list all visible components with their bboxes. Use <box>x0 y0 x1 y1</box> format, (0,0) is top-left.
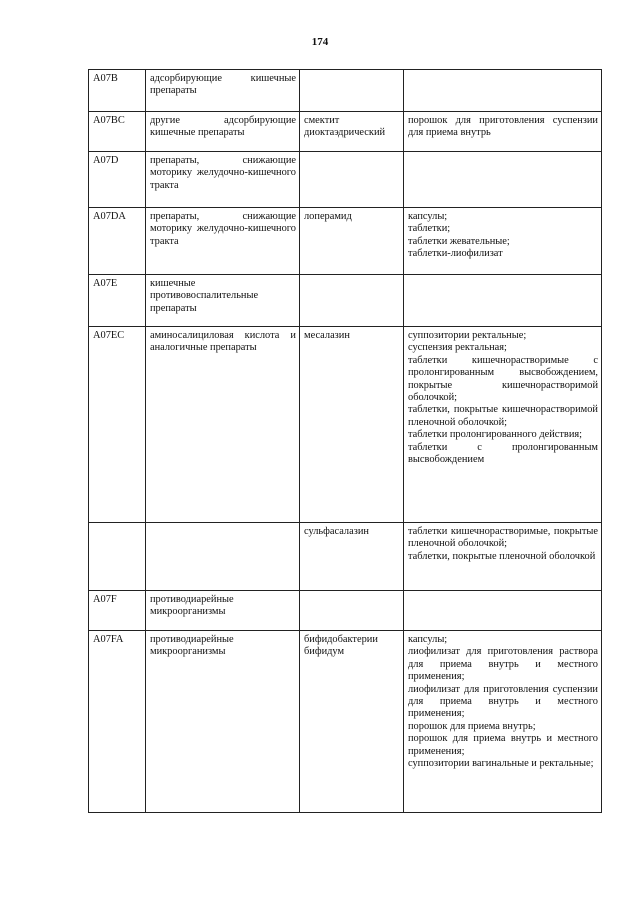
group-cell: препараты, снижающие моторику желудочно-кишечного тракта <box>146 208 300 275</box>
page-number: 174 <box>311 36 329 48</box>
atc-code-cell: A07D <box>89 152 146 208</box>
form-item: лиофилизат для приготовления суспензии для приема внутрь и местного применения; <box>408 683 598 720</box>
form-item: таблетки; <box>408 223 451 235</box>
form-item: капсулы; <box>408 634 448 645</box>
form-item: таблетки кишечнорастворимые с пролонгированным высвобождением, покрытые кишечнорастворимой оболочкой; <box>408 354 598 404</box>
group-cell <box>146 523 300 591</box>
group-cell: препараты, снижающие моторику желудочно-кишечного тракта <box>146 152 300 208</box>
forms-cell <box>404 70 602 112</box>
form-item: лиофилизат для приготовления раствора для приема внутрь и местного применения; <box>408 646 598 683</box>
drug-cell: сульфасалазин <box>300 523 404 591</box>
group-cell: кишечные противовоспалительные препараты <box>146 275 300 327</box>
atc-code-cell: A07DA <box>89 208 146 275</box>
drug-cell <box>300 275 404 327</box>
form-item: суппозитории ректальные; <box>408 330 527 341</box>
table-row <box>89 112 602 152</box>
drug-cell <box>300 70 404 112</box>
form-item: таблетки жевательные; <box>408 235 510 247</box>
atc-code-cell: A07E <box>89 275 146 327</box>
table-row <box>89 152 602 208</box>
form-item: таблетки, покрытые пленочной оболочкой <box>408 550 596 562</box>
forms-cell <box>404 327 602 523</box>
form-item: суспензия ректальная; <box>408 342 507 354</box>
forms-cell <box>404 275 602 327</box>
group-cell: адсорбирующие кишечные препараты <box>146 70 300 112</box>
forms-cell <box>404 591 602 631</box>
forms-cell <box>404 208 602 275</box>
atc-code-cell: A07EC <box>89 327 146 523</box>
form-item: таблетки, покрытые кишечнорастворимой пленочной оболочкой; <box>408 404 598 428</box>
form-item: таблетки кишечнорастворимые, покрытые пленочной оболочкой; <box>408 526 598 550</box>
table-row <box>89 523 602 591</box>
table-row <box>89 208 602 275</box>
drug-cell <box>300 591 404 631</box>
group-cell: противодиарейные микроорганизмы <box>146 631 300 813</box>
form-item: порошок для приема внутрь; <box>408 720 536 732</box>
drug-cell: месалазин <box>300 327 404 523</box>
atc-code-cell <box>89 523 146 591</box>
atc-code-cell: A07FA <box>89 631 146 813</box>
drug-table <box>88 69 602 813</box>
drug-cell: бифидобактерии бифидум <box>300 631 404 813</box>
table-row <box>89 591 602 631</box>
form-item: порошок для приготовления суспензии для приема внутрь <box>408 115 598 139</box>
forms-cell <box>404 152 602 208</box>
forms-cell <box>404 631 602 813</box>
table-row <box>89 327 602 523</box>
atc-code-cell: A07F <box>89 591 146 631</box>
group-cell: аминосалициловая кислота и аналогичные препараты <box>146 327 300 523</box>
drug-cell <box>300 152 404 208</box>
form-item: порошок для приема внутрь и местного применения; <box>408 733 598 757</box>
table-row <box>89 275 602 327</box>
form-item: таблетки-лиофилизат <box>408 248 503 260</box>
form-item: суппозитории вагинальные и ректальные; <box>408 758 594 770</box>
table-body <box>89 70 602 813</box>
form-item: капсулы; <box>408 211 448 222</box>
atc-code-cell: A07BC <box>89 112 146 152</box>
form-item: таблетки пролонгированного действия; <box>408 429 583 441</box>
form-item: таблетки с пролонгированным высвобождением <box>408 441 598 466</box>
table-row <box>89 70 602 112</box>
group-cell: другие адсорбирующие кишечные препараты <box>146 112 300 152</box>
forms-cell <box>404 523 602 591</box>
drug-cell: лоперамид <box>300 208 404 275</box>
drug-cell: смектит диоктаэдрический <box>300 112 404 152</box>
forms-cell <box>404 112 602 152</box>
atc-code-cell: A07B <box>89 70 146 112</box>
table-row <box>89 631 602 813</box>
group-cell: противодиарейные микроорганизмы <box>146 591 300 631</box>
